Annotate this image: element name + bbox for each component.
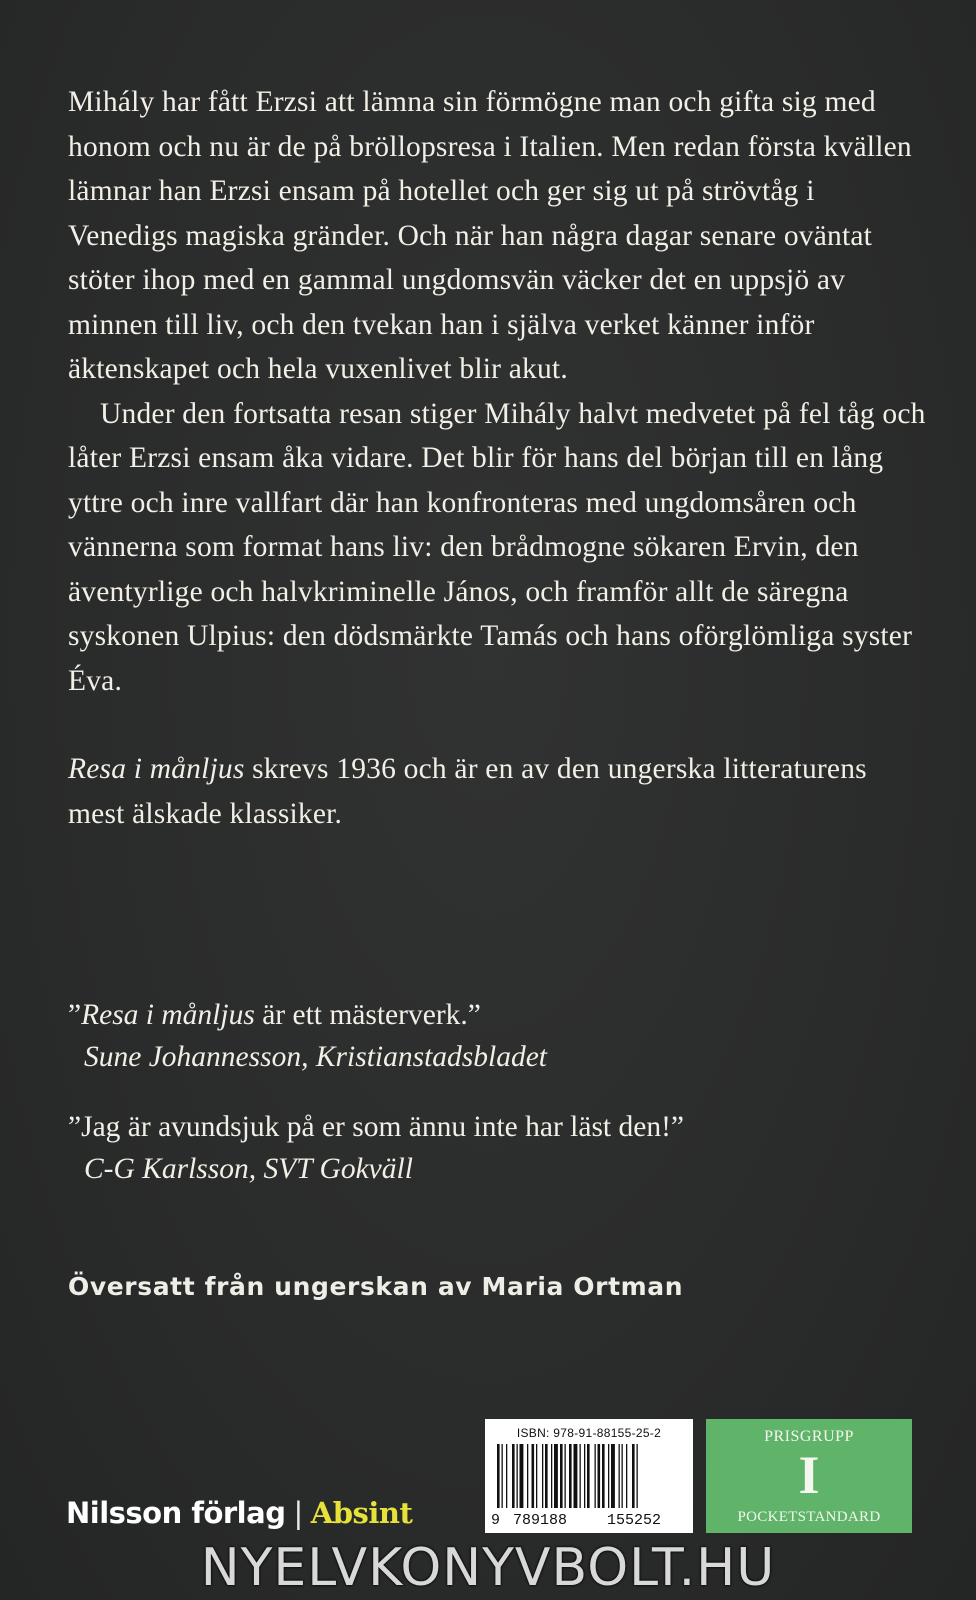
- barcode: [485, 1419, 693, 1533]
- blurb-paragraph-2: Under den fortsatta resan stiger Mihály halvt medvetet på fel tåg och låter Erzsi ensam åka vidare. Det blir för hans del början till en lång yttre och inre vallfart där han konfronteras med ungdomsåren och vännerna som format hans liv: den brådmogne sökaren Ervin, den äventyrlige och halvkriminelle János, och framför allt de säregna syskonen Ulpius: den dödsmärkte Tamás och hans oförglömliga syster Éva.: [68, 397, 926, 697]
- quote-source: Sune Johannesson, Kristianstadsbladet: [84, 1041, 547, 1073]
- translator-credit: Översatt från ungerskan av Maria Ortman: [68, 1272, 684, 1301]
- publisher-separator: |: [293, 1496, 303, 1530]
- barcode-digits-right: 155252: [607, 1512, 662, 1529]
- price-standard-label: POCKETSTANDARD: [737, 1509, 881, 1525]
- isbn-label: ISBN: 978-91-88155-25-2: [516, 1426, 662, 1440]
- quote-body: är ett mästerverk.”: [254, 999, 481, 1031]
- blurb-paragraph-1: Mihály har fått Erzsi att lämna sin förmögne man och gifta sig med honom och nu är de på bröllopsresa i Italien. Men redan första kvällen lämnar han Erzsi ensam på hotellet och ger sig ut på strövtåg i Venedigs magiska gränder. Och när han några dagar senare oväntat stöter ihop med en gammal ungdomsvän väcker det en uppsjö av minnen till liv, och den tvekan han i själva verket känner inför äktenskapet och hela vuxenlivet blir akut.: [68, 86, 912, 385]
- quote-open-mark: ”: [68, 999, 82, 1031]
- quote-book-title: Resa i månljus: [81, 999, 255, 1031]
- blurb: [68, 80, 928, 836]
- publisher-logo: [66, 1496, 412, 1530]
- quote-text: [68, 994, 928, 1036]
- blurb-paragraph-3-text: skrevs 1936 och är en av den ungerska litteraturens mest älskade klassiker.: [68, 753, 867, 830]
- imprint-name: Absint: [310, 1496, 413, 1530]
- review-quote: [68, 994, 928, 1078]
- blurb-paragraph-3: [68, 747, 928, 836]
- barcode-digits-left: 789188: [513, 1512, 568, 1529]
- review-quote: [68, 1106, 928, 1190]
- barcode-bars-icon: [495, 1444, 683, 1514]
- review-quotes: [68, 994, 928, 1218]
- price-group-badge: [706, 1419, 912, 1533]
- watermark: NYELVKONYVBOLT.HU: [200, 1538, 776, 1598]
- book-title: Resa i månljus: [68, 753, 245, 785]
- price-group-label: PRISGRUPP: [764, 1428, 854, 1445]
- quote-source: C-G Karlsson, SVT Gokväll: [84, 1153, 413, 1185]
- quote-text: ”Jag är avundsjuk på er som ännu inte har läst den!”: [68, 1111, 685, 1143]
- publisher-name: Nilsson förlag: [66, 1496, 286, 1530]
- price-group-value: I: [798, 1445, 820, 1505]
- barcode-digit-lead: 9: [491, 1512, 501, 1529]
